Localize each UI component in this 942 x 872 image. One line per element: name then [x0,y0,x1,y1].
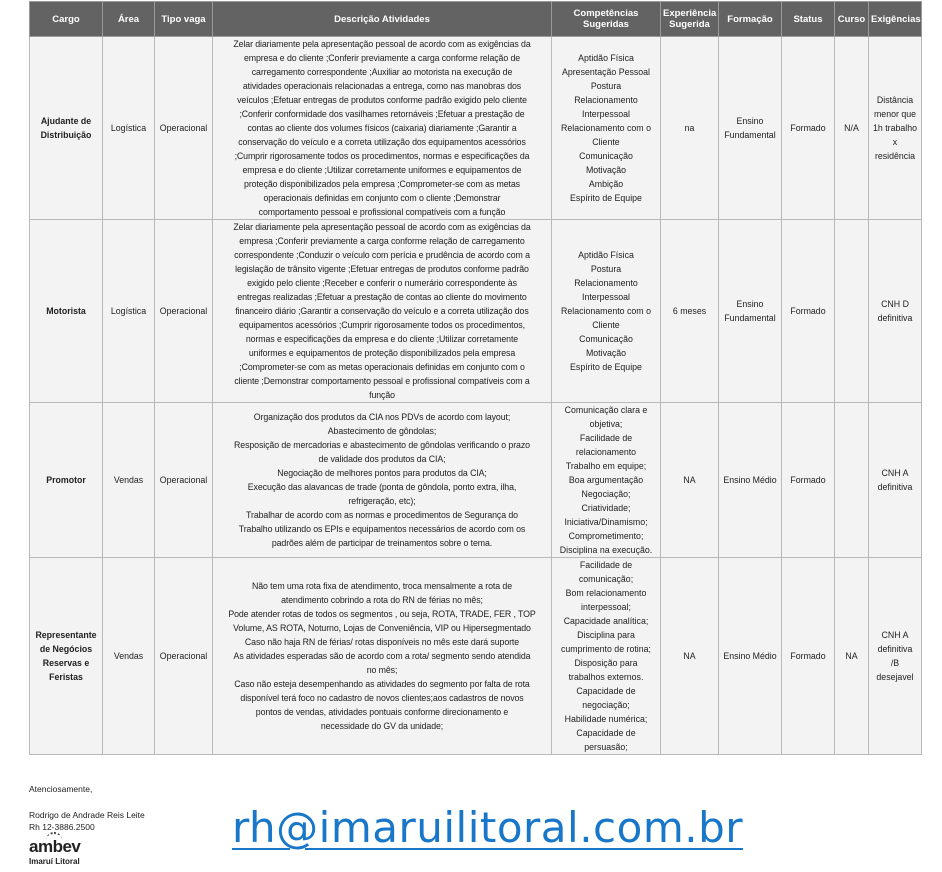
header-experiencia [661,2,719,37]
cell-formacao [719,37,782,220]
cell-exigencias [869,220,922,403]
cell-descricao [213,220,552,403]
cell-line: correspondente ;Conduzir o veículo com perícia e prudência de acordo com a [234,250,530,260]
cell-line: empresa e do cliente ;Conferir previamente a carga conforme relação de [243,53,521,63]
cell-area: Logística [103,37,155,220]
cell-line: conservação do veículo e a correta utilização dos equipamentos acessórios [238,137,526,147]
cell-line: exigido pelo cliente ;Receber e conferir o numerário correspondente às [247,278,517,288]
cell-line: cliente ;Demonstrar comportamento pessoal e profissional compatíveis com a [234,376,530,386]
contact-email[interactable]: rh@imaruilitoral.com.br [232,803,744,852]
cell-line: Relacionamento [574,95,638,105]
cell-line: Ensino Médio [723,651,777,661]
cell-line: equipamentos acessórios ;Cumprir rigorosamente todos os procedimentos, [239,320,525,330]
cell-line: pontos de vendas, atividades pontuais conforme direcionamento e [255,707,509,717]
cell-line: Organização dos produtos da CIA nos PDVs de acordo com layout; [253,412,511,422]
cell-line: contas ao cliente dos volumes físicos (caixaria) diariamente ;Garantir a [247,123,517,133]
cell-line: Cliente [592,137,620,147]
cell-line: definitiva [877,482,913,492]
header-competencias [552,2,661,37]
cell-competencias [552,558,661,755]
cell-line: relacionamento [575,447,637,457]
cell-line: Motivação [585,165,627,175]
cell-line: comunicação; [578,574,634,584]
cell-descricao [213,37,552,220]
cell-line: operacionais definidas em conjunto com o cliente ;Demonstrar [263,193,501,203]
table-row [30,403,922,558]
header-status: Status [782,2,835,37]
cell-exigencias [869,403,922,558]
header-exigencias: Exigências [869,2,922,37]
cell-line: As atividades esperadas são de acordo com a rota/ segmento sendo atendida [233,651,531,661]
cell-line: Representante [35,630,97,640]
cell-cargo [30,558,103,755]
cell-line: veículos ;Efetuar entregas de produtos conforme padrão exigido pelo cliente [237,95,527,105]
cell-line: CNH D [881,299,909,309]
cell-line: Motivação [585,348,627,358]
cell-line: Espírito de Equipe [570,362,642,372]
cell-line: Criatividade; [581,503,631,513]
cell-line: Cliente [592,320,620,330]
cell-line: normas e especificações da empresa e do cliente ;Utilizar corretamente [245,334,519,344]
header-area: Área [103,2,155,37]
cell-experiencia: NA [661,403,719,558]
cell-line: empresa ;Conferir previamente a carga conforme relação de carregamento [239,236,525,246]
cell-line: Capacidade de [576,686,636,696]
cell-line: Ajudante de [40,116,92,126]
cell-line: Comunicação [579,334,633,344]
cell-line: Execução das alavancas de trade (ponta de gôndola, ponto extra, ilha, [247,482,517,492]
cell-line: Fundamental [724,130,776,140]
cell-line: legislação de trânsito vigente ;Efetuar entregas de produtos conforme padrão [235,264,529,274]
cell-line: 1h trabalho [872,123,918,133]
cell-line: objetiva; [589,419,623,429]
cell-line: Interpessoal [582,109,630,119]
cell-area: Vendas [103,558,155,755]
cell-line: Motorista [46,306,86,316]
cell-line: Trabalhar de acordo com as normas e procedimentos de Segurança do [246,510,518,520]
cell-line: Habilidade numérica; [564,714,648,724]
cell-line: Abastecimento de gôndolas; [327,426,437,436]
cell-experiencia: na [661,37,719,220]
signature-name: Rodrigo de Andrade Reis Leite [29,810,145,820]
cell-line: Pode atender rotas de todos os segmentos , ou seja, ROTA, TRADE, FER , TOP [228,609,536,619]
cell-line: atividades operacionais relacionadas a entrega, como nas manobras dos [242,81,522,91]
cell-area: Vendas [103,403,155,558]
cell-descricao [213,403,552,558]
cell-line: atendimento cobrindo a rota do RN de férias no mês; [281,595,483,605]
cell-line: proteção disponibilizados pela empresa ;Comprometer-se com as metas [244,179,520,189]
cell-area: Logística [103,220,155,403]
cell-line: Reservas e [42,658,90,668]
cell-exigencias [869,37,922,220]
cell-line: Iniciativa/Dinamismo; [564,517,648,527]
cell-line: de Negócios [39,644,93,654]
signature-closing: Atenciosamente, [29,784,93,794]
cell-line: financeiro diário ;Garantir a conservação do veículo e a correta utilização dos [235,306,529,316]
cell-line: Postura [590,264,622,274]
cell-line: Ensino [736,116,764,126]
header-tipo-vaga: Tipo vaga [155,2,213,37]
cell-line: Boa argumentação [568,475,644,485]
cell-line: Ensino Médio [723,475,777,485]
cell-competencias [552,37,661,220]
cell-line: definitiva [877,644,913,654]
cell-line: função [369,390,395,400]
cell-line: desejavel [876,672,914,682]
cell-line: ;Conferir conformidade dos vasilhames retornáveis ;Efetuar a prestação de [239,109,525,119]
cell-line: Bom relacionamento [565,588,647,598]
cell-line: Comunicação [579,151,633,161]
header-formacao: Formação [719,2,782,37]
cell-line: padrões além de participar de treinamentos sobre o tema. [271,538,493,548]
job-table [29,1,922,755]
cell-line: Caso não haja RN de férias/ rotas disponíveis no mês este dará suporte [244,637,520,647]
cell-line: Disciplina na execução. [559,545,653,555]
cell-status: Formado [782,558,835,755]
cell-line: Negociação de melhores pontos para produtos da CIA; [277,468,487,478]
cell-line: Negociação; [581,489,631,499]
cell-line: Trabalho em equipe; [565,461,647,471]
cell-line: de validade dos produtos da CIA; [318,454,446,464]
cell-line: Relacionamento [574,278,638,288]
cell-competencias [552,403,661,558]
cell-competencias [552,220,661,403]
header-line: Sugerida [669,19,710,30]
cell-line: persuasão; [584,742,628,752]
cell-line: Zelar diariamente pela apresentação pessoal de acordo com as exigências da [233,222,531,232]
cell-line: Distância [876,95,914,105]
cell-line: negociação; [582,700,630,710]
cell-line: CNH A [881,630,909,640]
cell-line: Distribuição [40,130,92,140]
cell-line: Disciplina para [577,630,635,640]
cell-line: Volume, AS ROTA, Noturno, Lojas de Conveniência, VIP ou Hipersegmentado [233,623,531,633]
cell-line: definitiva [877,313,913,323]
cell-line: Não tem uma rota fixa de atendimento, troca mensalmente a rota de [252,581,512,591]
cell-line: uniformes e equipamentos de proteção disponibilizados pela empresa [248,348,516,358]
table-row [30,37,922,220]
header-line: Competências [573,8,639,19]
cell-tipo-vaga: Operacional [155,37,213,220]
cell-line: Promotor [46,475,86,485]
cell-line: Ensino [736,299,764,309]
cell-formacao [719,558,782,755]
cell-line: Fundamental [724,313,776,323]
cell-line: necessidade do GV da unidade; [320,721,444,731]
ambev-logo: ambev [29,837,81,856]
cell-line: trabalhos externos. [568,672,644,682]
cell-formacao [719,403,782,558]
cell-line: ;Cumprir rigorosamente todos os procedimentos, normas e especificações da [234,151,530,161]
cell-line: ;Comprometer-se com as metas operacionais definidas em conjunto com o [239,362,525,372]
cell-line: Capacidade de [576,728,636,738]
cell-curso: N/A [835,37,869,220]
cell-line: Zelar diariamente pela apresentação pessoal de acordo com as exigências da [233,39,531,49]
cell-line: Facilidade de [579,433,633,443]
cell-exigencias [869,558,922,755]
cell-line: Postura [590,81,622,91]
cell-line: Aptidão Física [578,250,634,260]
cell-line: Relacionamento com o [561,306,651,316]
cell-curso [835,220,869,403]
cell-line: empresa e do cliente ;Utilizar corretamente uniformes e equipamentos de [242,165,522,175]
cell-line: cumprimento de rotina; [561,644,651,654]
cell-cargo [30,37,103,220]
cell-curso [835,403,869,558]
header-curso: Curso [835,2,869,37]
cell-line: Apresentação Pessoal [561,67,651,77]
cell-formacao [719,220,782,403]
header-cargo: Cargo [30,2,103,37]
brand-subtitle: Imaruí Litoral [29,857,80,866]
header-line: Experiência [663,8,717,19]
cell-line: Aptidão Física [578,53,634,63]
cell-line: Disposição para [574,658,638,668]
cell-line: Facilidade de [579,560,633,570]
cell-line: Comprometimento; [568,531,644,541]
cell-status: Formado [782,403,835,558]
cell-line: x [892,137,898,147]
header-row [30,2,922,37]
cell-line: Caso não esteja desempenhando as atividades do segmento por falta de rota [234,679,530,689]
cell-tipo-vaga: Operacional [155,558,213,755]
cell-cargo [30,220,103,403]
table-row [30,558,922,755]
cell-status: Formado [782,37,835,220]
signature-dept: Rh 12-3886.2500 [29,822,95,832]
cell-tipo-vaga: Operacional [155,403,213,558]
cell-line: disponível terá foco no cadastro de novos clientes;aos cadastros de novos [240,693,524,703]
header-descricao: Descrição Atividades [213,2,552,37]
cell-line: comportamento pessoal e profissional compatíveis com a função [258,207,506,217]
cell-line: carregamento correspondente ;Auxiliar ao motorista na execução de [251,67,513,77]
cell-tipo-vaga: Operacional [155,220,213,403]
cell-experiencia: NA [661,558,719,755]
cell-experiencia: 6 meses [661,220,719,403]
cell-line: refrigeração, etc); [348,496,416,506]
cell-line: Comunicação clara e [564,405,648,415]
cell-line: interpessoal; [581,602,631,612]
cell-status: Formado [782,220,835,403]
cell-cargo [30,403,103,558]
cell-line: Relacionamento com o [561,123,651,133]
cell-line: Interpessoal [582,292,630,302]
cell-descricao [213,558,552,755]
cell-line: residência [874,151,916,161]
cell-line: CNH A [881,468,909,478]
cell-line: entregas realizadas ;Efetuar a prestação de contas ao cliente do movimento [237,292,527,302]
cell-line: Ambição [588,179,624,189]
cell-line: /B [890,658,900,668]
cell-line: Trabalho utilizando os EPIs e equipamentos necessários de acordo com os [238,524,526,534]
header-line: Sugeridas [583,19,629,30]
table-row [30,220,922,403]
cell-line: Feristas [49,672,83,682]
cell-line: menor que [873,109,917,119]
cell-line: no mês; [366,665,398,675]
cell-curso: NA [835,558,869,755]
cell-line: Espírito de Equipe [570,193,642,203]
cell-line: Capacidade analítica; [563,616,649,626]
cell-line: Resposição de mercadorias e abastecimento de gôndolas verificando o prazo [234,440,530,450]
